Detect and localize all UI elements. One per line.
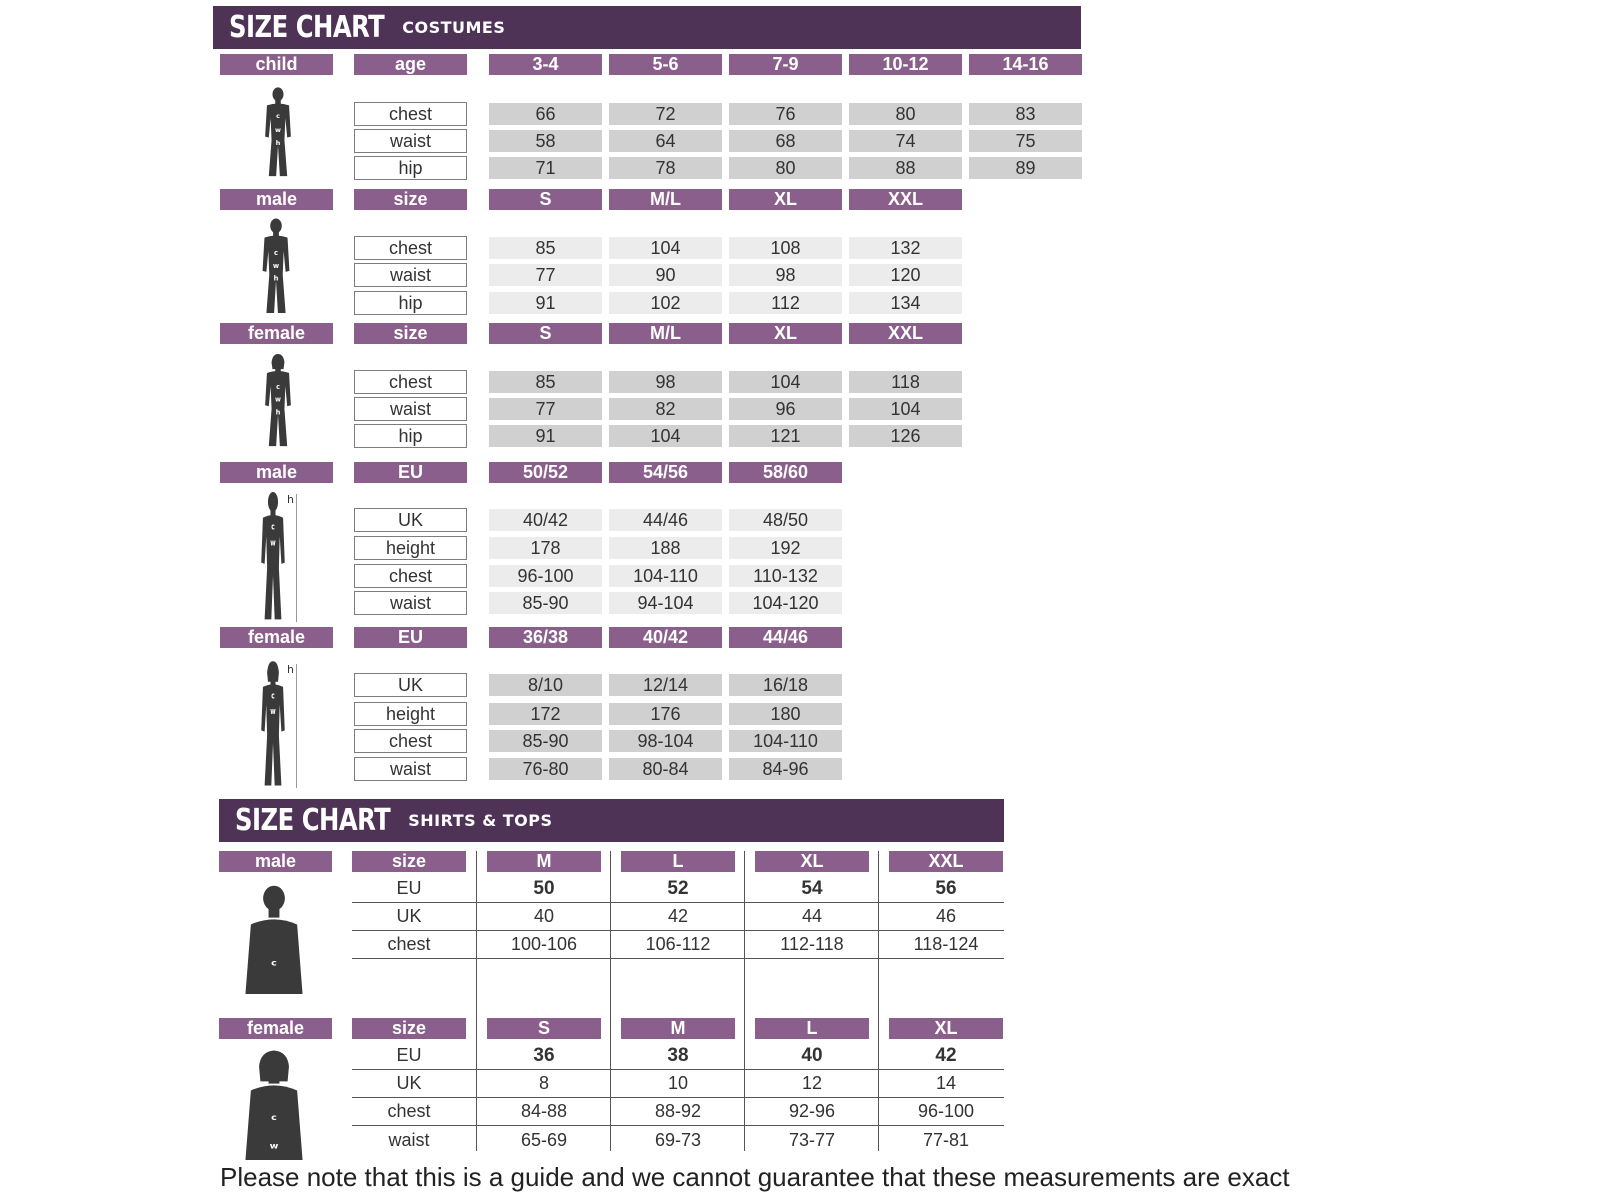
measure-value: 92-96: [788, 1101, 836, 1121]
measure-value: 96-100: [489, 565, 602, 587]
height-mark-icon: [286, 662, 296, 676]
measure-value: 98: [609, 371, 722, 393]
measure-value: 178: [489, 537, 602, 559]
male-silhouette-icon: [252, 217, 300, 315]
measure-value: 52: [667, 878, 689, 899]
height-mark-icon: [286, 492, 296, 506]
svg-text:c: c: [271, 690, 275, 701]
measure-value: 104-110: [609, 565, 722, 587]
measure-value: 104: [609, 425, 722, 447]
svg-text:c: c: [276, 383, 280, 392]
measure-value: 176: [609, 703, 722, 725]
svg-text:h: h: [273, 274, 279, 283]
measure-value: 66: [489, 103, 602, 125]
measure-label: UK: [354, 673, 467, 697]
measure-value: 90: [609, 264, 722, 286]
measure-value: 77: [489, 264, 602, 286]
measure-value: 50: [533, 878, 555, 899]
measure-value: 108: [729, 237, 842, 259]
group-header: child: [220, 54, 333, 75]
group-header: female: [220, 323, 333, 344]
key-header: size: [354, 189, 467, 210]
measure-value: 104: [729, 371, 842, 393]
measure-value: 40: [801, 1045, 823, 1066]
group-header: male: [219, 851, 332, 872]
measure-value: 76: [729, 103, 842, 125]
measure-value: 16/18: [729, 674, 842, 696]
measure-value: 44: [801, 906, 823, 926]
measure-label: waist: [354, 129, 467, 153]
svg-text:c: c: [271, 959, 277, 969]
shirts-banner: [219, 799, 1004, 842]
row-divider: [352, 1097, 1004, 1098]
measure-label: hip: [354, 291, 467, 315]
measure-value: 98-104: [609, 730, 722, 752]
measure-value: 72: [609, 103, 722, 125]
measure-value: 77: [489, 398, 602, 420]
measure-value: 89: [969, 157, 1082, 179]
measure-value: 12: [801, 1073, 823, 1093]
svg-text:h: h: [275, 408, 281, 417]
measure-value: 85-90: [489, 730, 602, 752]
svg-text:w: w: [275, 126, 281, 134]
measure-value: 80-84: [609, 758, 722, 780]
row-divider: [352, 958, 1004, 959]
measure-value: 172: [489, 703, 602, 725]
svg-text:c: c: [271, 1113, 277, 1123]
measure-value: 126: [849, 425, 962, 447]
row-divider: [352, 1069, 1004, 1070]
measure-value: 84-96: [729, 758, 842, 780]
measure-value: 54: [801, 878, 823, 899]
row-divider: [352, 930, 1004, 931]
measure-value: 85: [489, 371, 602, 393]
banner-subtitle: COSTUMES: [402, 18, 506, 37]
measure-value: 74: [849, 130, 962, 152]
banner-subtitle: SHIRTS & TOPS: [408, 811, 553, 830]
measure-value: 88-92: [654, 1101, 702, 1121]
measure-value: 65-69: [520, 1130, 568, 1150]
group-header: female: [220, 627, 333, 648]
size-column-header: 58/60: [729, 462, 842, 483]
measure-value: 104: [609, 237, 722, 259]
measure-value: 91: [489, 425, 602, 447]
size-column-header: S: [489, 189, 602, 210]
measure-value: 78: [609, 157, 722, 179]
measure-value: 96: [729, 398, 842, 420]
svg-text:h: h: [287, 493, 294, 506]
group-header: male: [220, 189, 333, 210]
measure-label: chest: [354, 236, 467, 260]
measure-value: 40: [533, 906, 555, 926]
measure-value: 94-104: [609, 592, 722, 614]
measure-value: 8: [538, 1073, 549, 1093]
measure-value: 118-124: [913, 934, 979, 954]
measure-value: 104: [849, 398, 962, 420]
measure-value: 71: [489, 157, 602, 179]
size-column-header: 3-4: [489, 54, 602, 75]
measure-value: 75: [969, 130, 1082, 152]
measure-value: 104-120: [729, 592, 842, 614]
measure-value: 42: [667, 906, 689, 926]
measure-value: 120: [849, 264, 962, 286]
size-column-header: 7-9: [729, 54, 842, 75]
column-divider: [744, 851, 745, 1151]
measure-value: 100-106: [510, 934, 578, 954]
measure-label: chest: [354, 564, 467, 588]
size-column-header: M/L: [609, 189, 722, 210]
size-column-header: S: [489, 323, 602, 344]
size-column-header: 10-12: [849, 54, 962, 75]
measure-label: chest: [387, 1101, 431, 1121]
measure-value: 85: [489, 237, 602, 259]
group-header: female: [219, 1018, 332, 1039]
measure-value: 82: [609, 398, 722, 420]
measure-value: 112-118: [780, 934, 844, 954]
measure-label: EU: [396, 1045, 422, 1065]
kid-silhouette-icon: [255, 86, 301, 178]
size-column-header: S: [487, 1018, 601, 1039]
svg-text:c: c: [276, 112, 280, 121]
size-column-header: 5-6: [609, 54, 722, 75]
svg-text:c: c: [274, 249, 278, 258]
size-column-header: L: [755, 1018, 869, 1039]
size-column-header: XL: [729, 189, 842, 210]
measure-value: 44/46: [609, 509, 722, 531]
measure-value: 58: [489, 130, 602, 152]
key-header: EU: [354, 462, 467, 483]
height-guide-line: [296, 664, 297, 788]
measure-value: 188: [609, 537, 722, 559]
measure-label: hip: [354, 424, 467, 448]
measure-value: 83: [969, 103, 1082, 125]
measure-value: 110-132: [729, 565, 842, 587]
measure-label: height: [354, 702, 467, 726]
key-header: EU: [354, 627, 467, 648]
measure-label: waist: [354, 263, 467, 287]
size-column-header: XXL: [849, 323, 962, 344]
measure-value: 106-112: [645, 934, 711, 954]
size-column-header: 14-16: [969, 54, 1082, 75]
svg-text:h: h: [275, 138, 281, 147]
svg-text:w: w: [270, 705, 276, 717]
measure-value: 76-80: [489, 758, 602, 780]
key-header: size: [354, 323, 467, 344]
column-divider: [476, 851, 477, 1151]
bust-male-silhouette-icon: [240, 880, 308, 994]
measure-value: 8/10: [489, 674, 602, 696]
measure-value: 64: [609, 130, 722, 152]
measure-value: 180: [729, 703, 842, 725]
measure-value: 56: [935, 878, 957, 899]
male-full-silhouette-icon: [252, 490, 294, 622]
measure-value: 80: [729, 157, 842, 179]
key-header: age: [354, 54, 467, 75]
key-header: size: [352, 1018, 466, 1039]
measure-label: chest: [354, 370, 467, 394]
size-column-header: 40/42: [609, 627, 722, 648]
banner-title: SIZE CHART: [235, 803, 391, 838]
bust-female-silhouette-icon: [240, 1046, 308, 1160]
size-column-header: 44/46: [729, 627, 842, 648]
measure-value: 85-90: [489, 592, 602, 614]
column-divider: [610, 851, 611, 1151]
svg-text:h: h: [287, 663, 294, 676]
size-column-header: 50/52: [489, 462, 602, 483]
measure-value: 42: [935, 1045, 957, 1066]
measure-value: 69-73: [654, 1130, 702, 1150]
measure-label: height: [354, 536, 467, 560]
measure-value: 91: [489, 292, 602, 314]
group-header: male: [220, 462, 333, 483]
measure-label: UK: [396, 1073, 422, 1093]
size-column-header: XXL: [889, 851, 1003, 872]
measure-label: waist: [354, 397, 467, 421]
costumes-banner: [213, 6, 1081, 49]
size-column-header: L: [621, 851, 735, 872]
measure-value: 12/14: [609, 674, 722, 696]
measure-value: 14: [935, 1073, 957, 1093]
svg-text:c: c: [271, 521, 275, 532]
measure-value: 46: [935, 906, 957, 926]
svg-text:w: w: [272, 261, 280, 270]
measure-label: waist: [388, 1130, 430, 1150]
measure-label: chest: [354, 102, 467, 126]
measure-value: 112: [729, 292, 842, 314]
measure-value: 102: [609, 292, 722, 314]
measure-value: 192: [729, 537, 842, 559]
measure-value: 77-81: [922, 1130, 970, 1150]
measure-label: UK: [396, 906, 422, 926]
measure-value: 48/50: [729, 509, 842, 531]
measure-value: 118: [849, 371, 962, 393]
measure-value: 88: [849, 157, 962, 179]
height-guide-line: [296, 494, 297, 622]
measure-value: 68: [729, 130, 842, 152]
size-column-header: XL: [889, 1018, 1003, 1039]
measure-label: chest: [354, 729, 467, 753]
measure-value: 40/42: [489, 509, 602, 531]
svg-text:w: w: [269, 1142, 279, 1152]
size-column-header: M/L: [609, 323, 722, 344]
measure-value: 121: [729, 425, 842, 447]
female-silhouette-icon: [255, 353, 301, 448]
row-divider: [352, 902, 1004, 903]
measure-value: 84-88: [520, 1101, 568, 1121]
measure-value: 73-77: [788, 1130, 836, 1150]
size-column-header: XL: [729, 323, 842, 344]
measure-label: waist: [354, 591, 467, 615]
measure-value: 80: [849, 103, 962, 125]
size-column-header: XXL: [849, 189, 962, 210]
measure-label: waist: [354, 757, 467, 781]
svg-text:w: w: [270, 537, 276, 548]
measure-value: 104-110: [729, 730, 842, 752]
measure-value: 132: [849, 237, 962, 259]
column-divider: [878, 851, 879, 1151]
key-header: size: [352, 851, 466, 872]
measure-label: hip: [354, 156, 467, 180]
measure-value: 98: [729, 264, 842, 286]
measure-value: 96-100: [917, 1101, 975, 1121]
footnote: Please note that this is a guide and we cannot guarantee that these measurements are exact: [220, 1162, 1290, 1192]
measure-value: 134: [849, 292, 962, 314]
banner-title: SIZE CHART: [229, 10, 385, 45]
measure-value: 10: [667, 1073, 689, 1093]
svg-text:w: w: [275, 395, 281, 404]
size-column-header: 36/38: [489, 627, 602, 648]
female-full-silhouette-icon: [252, 660, 294, 788]
measure-label: UK: [354, 508, 467, 532]
measure-value: 38: [667, 1045, 689, 1066]
measure-label: EU: [396, 878, 422, 898]
size-column-header: M: [487, 851, 601, 872]
size-column-header: 54/56: [609, 462, 722, 483]
measure-label: chest: [387, 934, 431, 954]
row-divider: [352, 1125, 1004, 1126]
measure-value: 36: [533, 1045, 555, 1066]
size-column-header: M: [621, 1018, 735, 1039]
size-column-header: XL: [755, 851, 869, 872]
